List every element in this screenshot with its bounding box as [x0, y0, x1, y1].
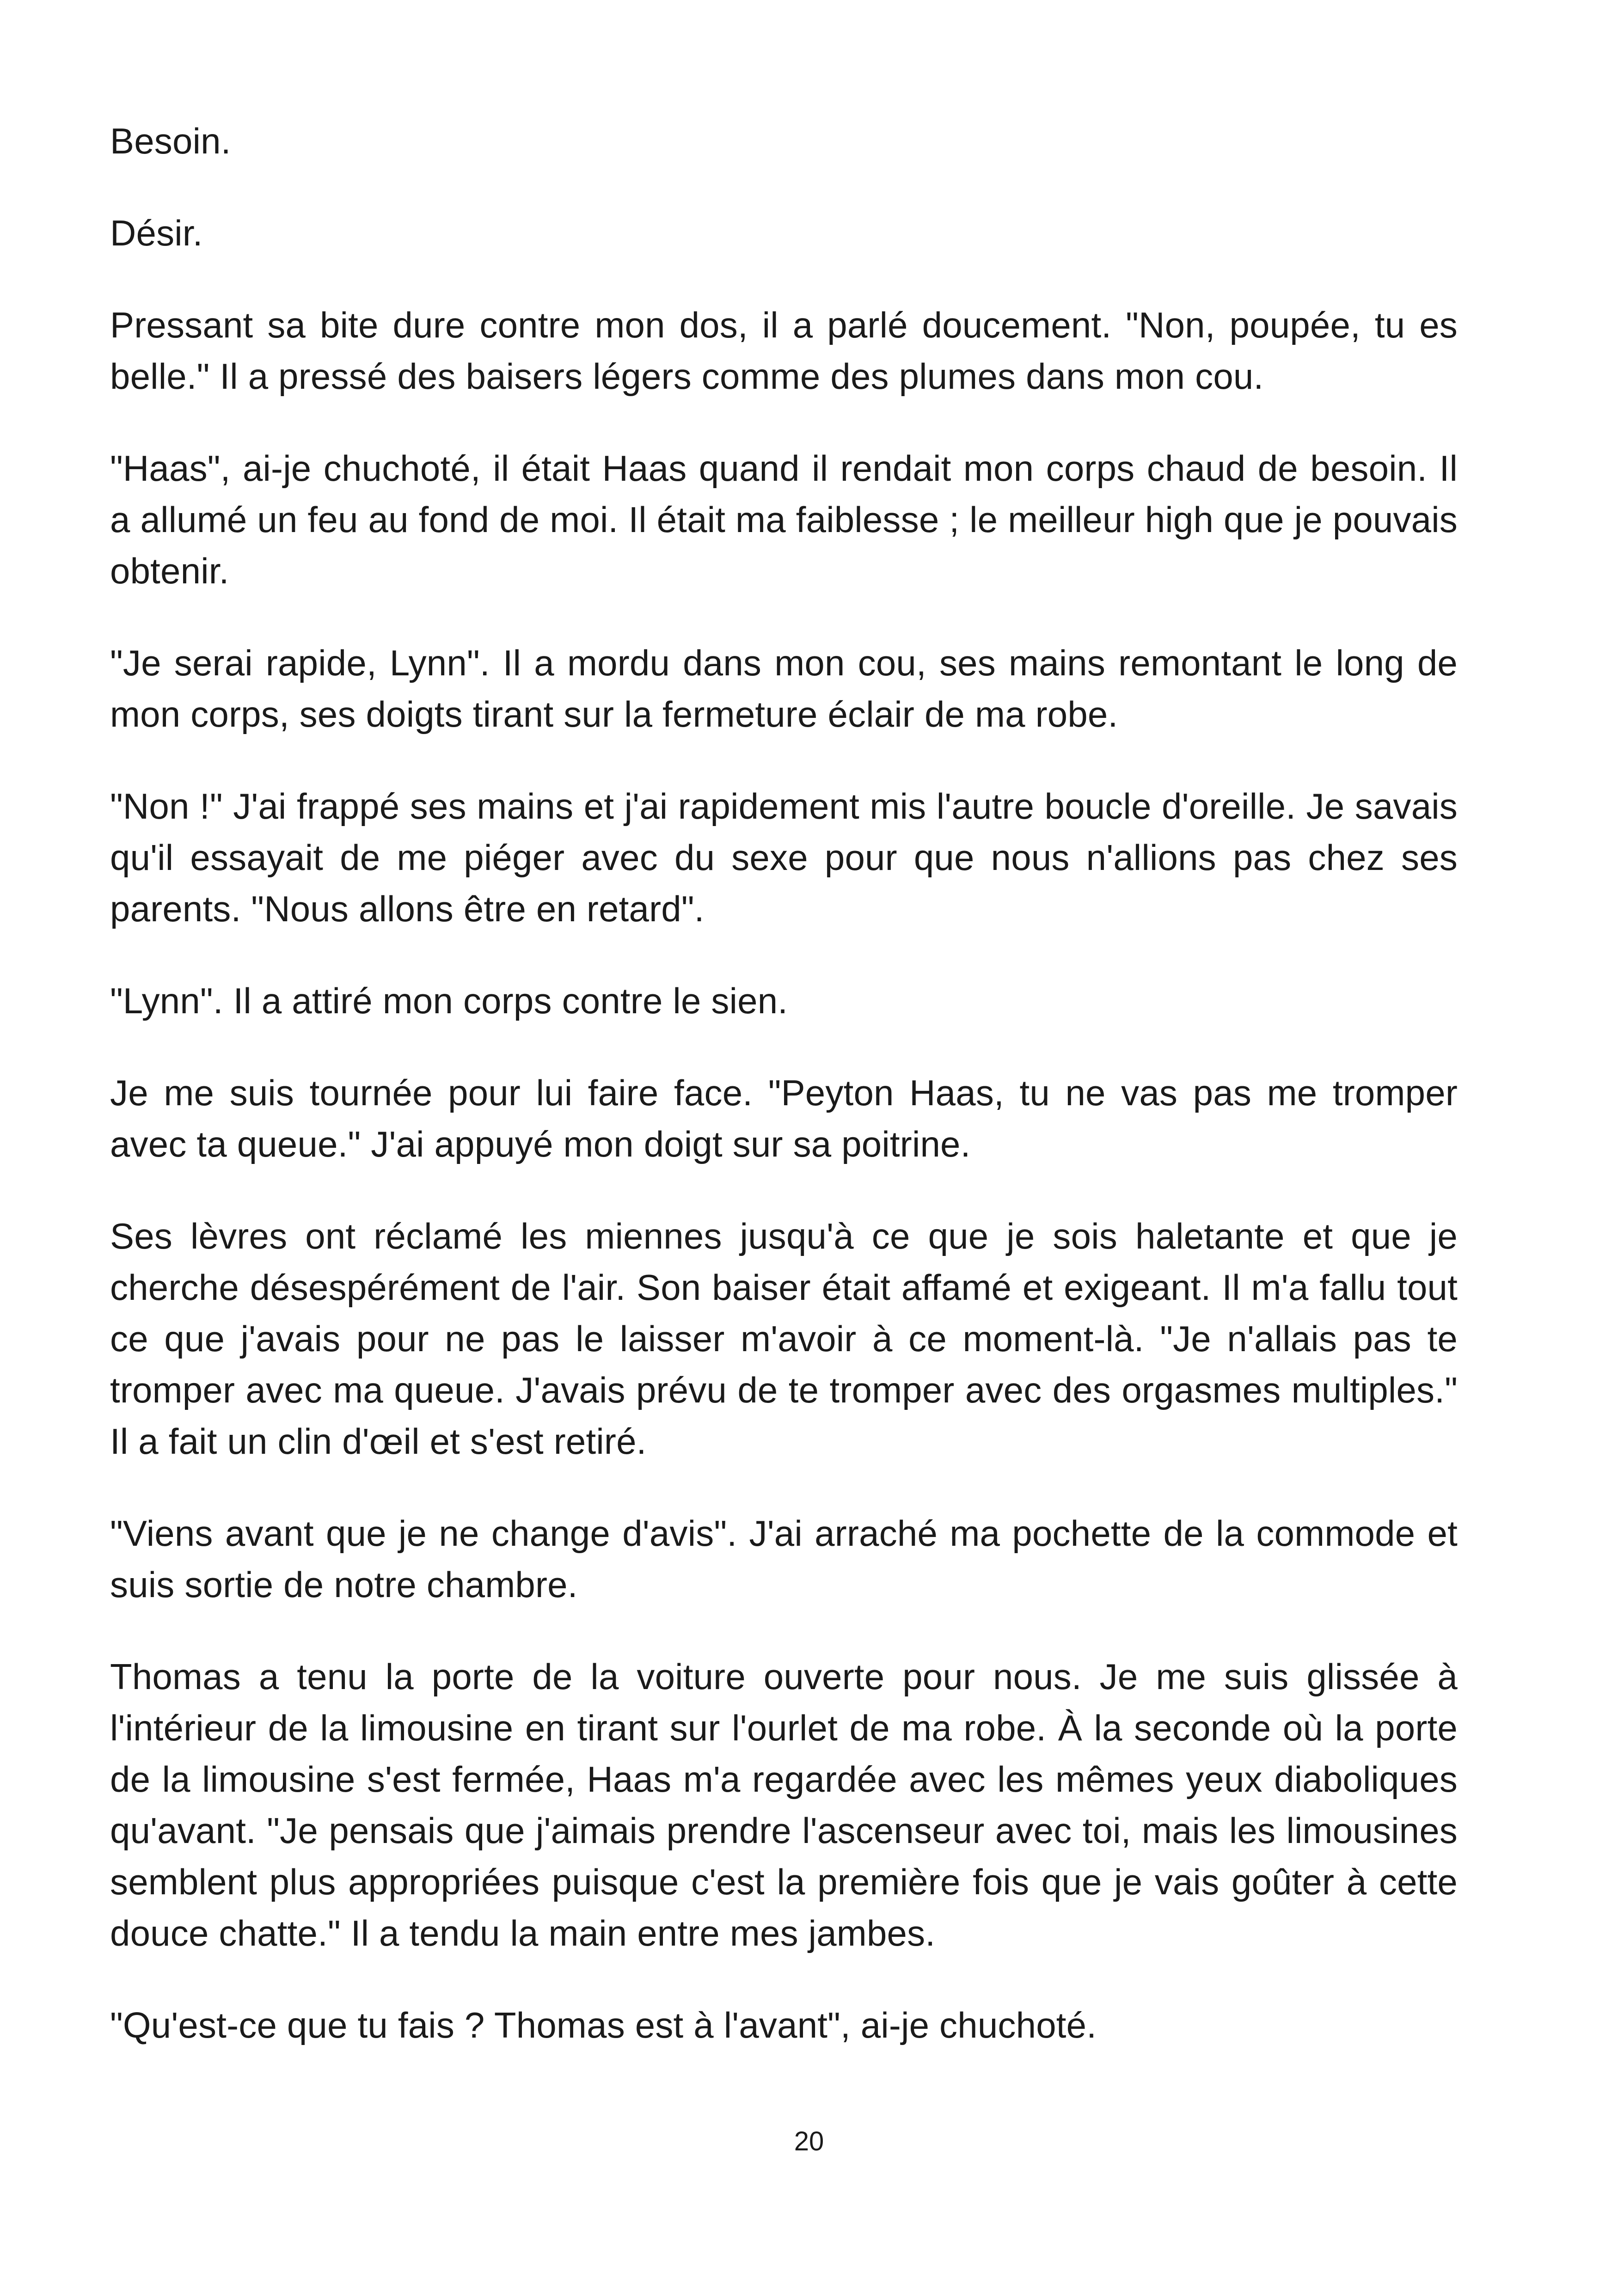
- paragraph: Désir.: [110, 213, 203, 253]
- paragraph: "Lynn". Il a attiré mon corps contre le sien.: [110, 980, 788, 1021]
- page-number: 20: [794, 2126, 824, 2156]
- paragraph: "Viens avant que je ne change d'avis". J'ai arraché ma pochette de la commode et suis sortie de notre chambre.: [110, 1513, 1458, 1605]
- paragraph: Pressant sa bite dure contre mon dos, il a parlé doucement. "Non, poupée, tu es belle." Il a pressé des baisers légers comme des plumes dans mon cou.: [110, 305, 1458, 397]
- paragraph: "Non !" J'ai frappé ses mains et j'ai rapidement mis l'autre boucle d'oreille. Je savais qu'il essayait de me piéger avec du sexe pour que nous n'allions pas chez ses parents. "Nous allons être en retard".: [110, 786, 1458, 929]
- paragraph: "Qu'est-ce que tu fais ? Thomas est à l'avant", ai-je chuchoté.: [110, 2005, 1097, 2045]
- paragraph: Ses lèvres ont réclamé les miennes jusqu'à ce que je sois haletante et que je cherche désespérément de l'air. Son baiser était affamé et exigeant. Il m'a fallu tout ce que j'avais pour ne pas le laisser m'avoir à ce moment-là. "Je n'allais pas te tromper avec ma queue. J'avais prévu de te tromper avec des orgasmes multiples." Il a fait un clin d'œil et s'est retiré.: [110, 1216, 1458, 1462]
- paragraph: Besoin.: [110, 121, 231, 161]
- paragraph: Je me suis tournée pour lui faire face. "Peyton Haas, tu ne vas pas me tromper avec ta queue." J'ai appuyé mon doigt sur sa poitrine.: [110, 1072, 1458, 1164]
- paragraph: "Je serai rapide, Lynn". Il a mordu dans mon cou, ses mains remontant le long de mon corps, ses doigts tirant sur la fermeture éclair de ma robe.: [110, 643, 1458, 735]
- paragraph: Thomas a tenu la porte de la voiture ouverte pour nous. Je me suis glissée à l'intérieur de la limousine en tirant sur l'ourlet de ma robe. À la seconde où la porte de la limousine s'est fermée, Haas m'a regardée avec les mêmes yeux diaboliques qu'avant. "Je pensais que j'aimais prendre l'ascenseur avec toi, mais les limousines semblent plus appropriées puisque c'est la première fois que je vais goûter à cette douce chatte." Il a tendu la main entre mes jambes.: [110, 1656, 1458, 1953]
- text-body: [110, 116, 1458, 2092]
- paragraph: "Haas", ai-je chuchoté, il était Haas quand il rendait mon corps chaud de besoin. Il a allumé un feu au fond de moi. Il était ma faiblesse ; le meilleur high que je pouvais obtenir.: [110, 448, 1458, 591]
